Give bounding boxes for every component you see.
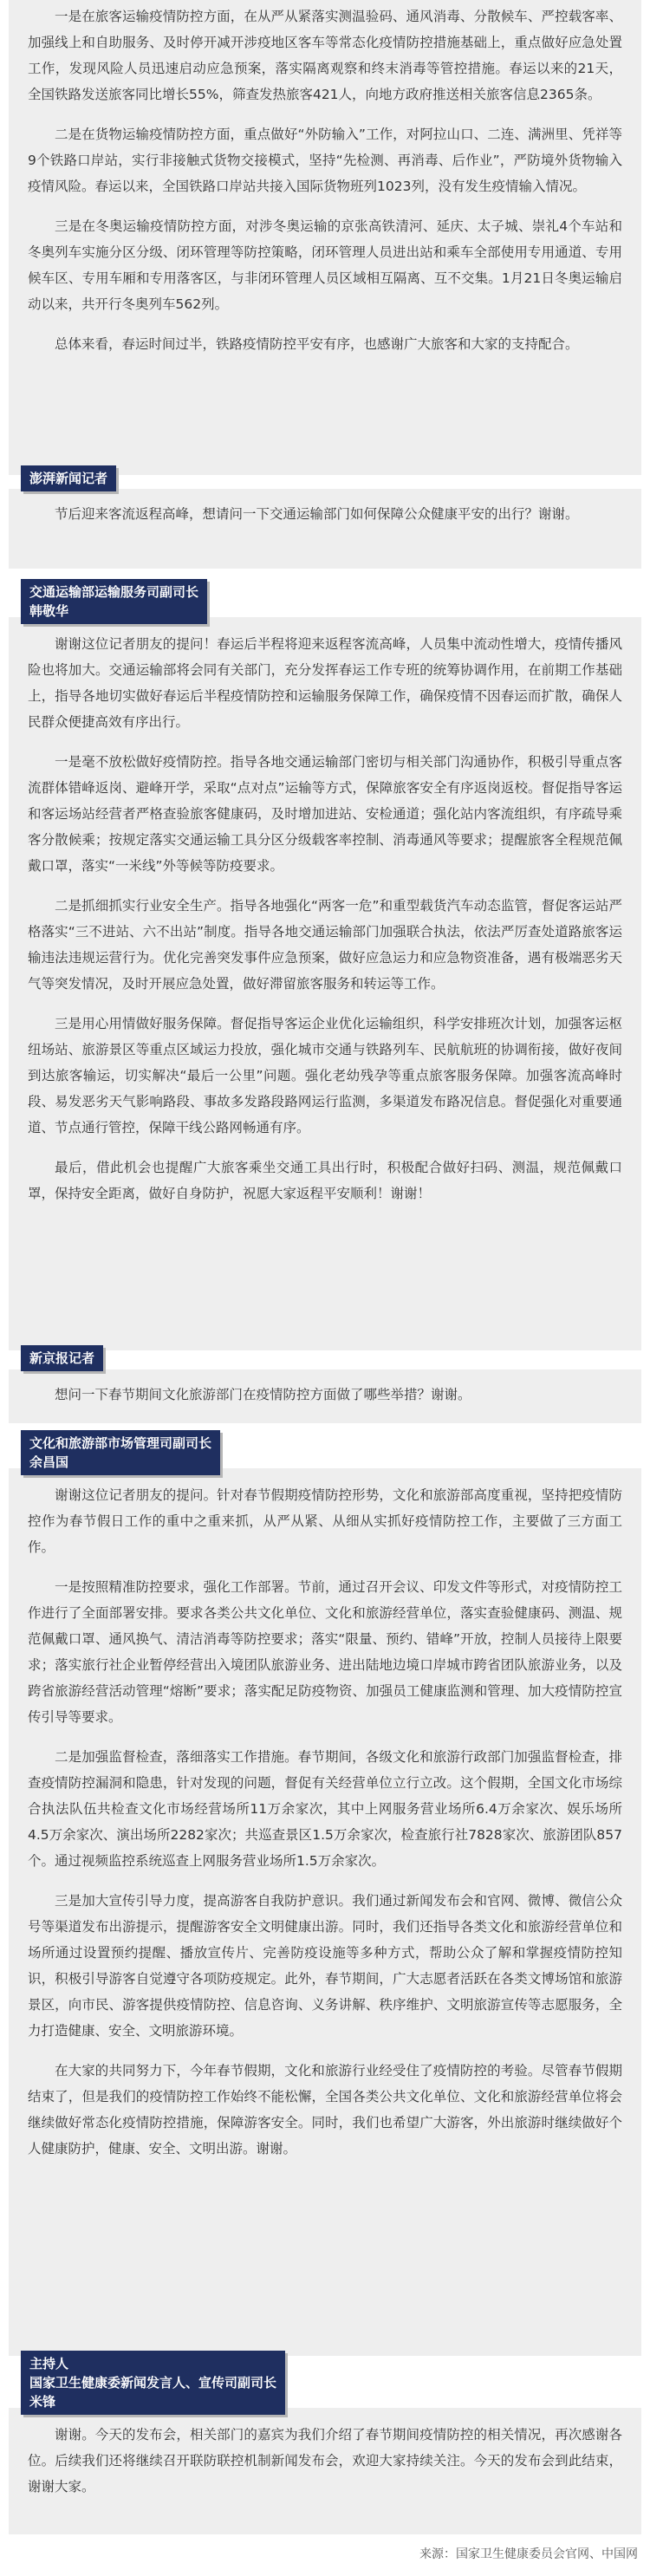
question-block-2: [9, 1369, 641, 1423]
speaker-tag-han-jinghua: [21, 579, 207, 624]
speaker-name: 韩敬华: [29, 603, 69, 619]
speaker-title: 国家卫生健康委新闻发言人、宣传司副司长: [29, 2375, 277, 2391]
question-block-1: [9, 489, 641, 569]
paragraph: 一是在旅客运输疫情防控方面，在从严从紧落实测温验码、通风消毒、分散候车、严控载客率、加强线上和自助服务、及时停开减开涉疫地区客车等常态化疫情防控措施基础上，重点做好应急处置工作，发现风险人员迅速启动应急预案，落实隔离观察和终末消毒等管控措施。春运以来的21天，全国铁路发送旅客同比增长55%，筛查发热旅客421人，向地方政府推送相关旅客信息2365条。: [28, 9, 622, 102]
speaker-tag-thepaper: [21, 465, 116, 491]
answer-block-2: [9, 1468, 641, 2356]
answer-block-1: [9, 617, 641, 1350]
question-text: 节后迎来客流返程高峰，想请问一下交通运输部门如何保障公众健康平安的出行？谢谢。: [55, 506, 579, 522]
speaker-name: 澎湃新闻记者: [29, 471, 108, 486]
speaker-name: 新京报记者: [29, 1350, 95, 1366]
paragraph: 在大家的共同努力下，今年春节假期，文化和旅游行业经受住了疫情防控的考验。尽管春节假期结束了，但是我们的疫情防控工作始终不能松懈，全国各类公共文化单位、文化和旅游经营单位将会继续做好常态化疫情防控措施，保障游客安全。同时，我们也希望广大游客，外出旅游时继续做好个人健康防护，健康、安全、文明出游。谢谢。: [28, 2063, 622, 2156]
paragraph: 二是抓细抓实行业安全生产。指导各地强化“两客一危”和重型载货汽车动态监管，督促客运站严格落实“三不进站、六不出站”制度。指导各地交通运输部门加强联合执法，依法严厉查处道路旅客运输违法违规运营行为。优化完善突发事件应急预案，做好应急运力和应急物资准备，遇有极端恶劣天气等突发情况，及时开展应急处置，做好滞留旅客服务和转运等工作。: [28, 898, 622, 992]
paragraph: 谢谢这位记者朋友的提问！春运后半程将迎来返程客流高峰，人员集中流动性增大，疫情传播风险也将加大。交通运输部将会同有关部门，充分发挥春运工作专班的统筹协调作用，在前期工作基础上，指导各地切实做好春运后半程疫情防控和运输服务保障工作，确保疫情不因春运而扩散，确保人民群众便捷高效有序出行。: [28, 636, 622, 730]
paragraph: 三是在冬奥运输疫情防控方面，对涉冬奥运输的京张高铁清河、延庆、太子城、崇礼4个车站和冬奥列车实施分区分级、闭环管理等防控策略，闭环管理人员进出站和乘车全部使用专用通道、专用候车区、专用车厢和专用落客区，与非闭环管理人员区域相互隔离、互不交集。1月21日冬奥运输启动以来，共开行冬奥列车562列。: [28, 218, 622, 312]
speaker-tag-host: [21, 2351, 285, 2415]
paragraph: 三是用心用情做好服务保障。督促指导客运企业优化运输组织，科学安排班次计划，加强客运枢纽场站、旅游景区等重点区域运力投放，强化城市交通与铁路列车、民航航班的协调衔接，做好夜间到达旅客输运，切实解决“最后一公里”问题。强化老幼残孕等重点旅客服务保障。加强客流高峰时段、易发恶劣天气影响路段、事故多发路段路网运行监测，多渠道发布路况信息。督促强化对重要通道、节点通行管控，保障干线公路网畅通有序。: [28, 1016, 622, 1135]
source-credit: 来源：国家卫生健康委员会官网、中国网: [419, 2547, 638, 2561]
paragraph: 二是在货物运输疫情防控方面，重点做好“外防输入”工作，对阿拉山口、二连、满洲里、凭祥等9个铁路口岸站，实行非接触式货物交接模式，坚持“先检测、再消毒、后作业”，严防境外货物输入疫情风险。春运以来，全国铁路口岸站共接入国际货物班列1023列，没有发生疫情输入情况。: [28, 127, 622, 194]
paragraph: 最后，借此机会也提醒广大旅客乘坐交通工具出行时，积极配合做好扫码、测温，规范佩戴口罩，保持安全距离，做好自身防护，祝愿大家返程平安顺利！谢谢！: [28, 1160, 622, 1201]
closing-block: [9, 2408, 641, 2534]
question-text: 想问一下春节期间文化旅游部门在疫情防控方面做了哪些举措？谢谢。: [55, 1387, 471, 1402]
paragraph: 谢谢这位记者朋友的提问。针对春节假期疫情防控形势，文化和旅游部高度重视，坚持把疫情防控作为春节假日工作的重中之重来抓，从严从紧、从细从实抓好疫情防控工作，主要做了三方面工作。: [28, 1487, 622, 1555]
speaker-title: 文化和旅游部市场管理司副司长: [29, 1435, 212, 1451]
speaker-title: 交通运输部运输服务司副司长: [29, 584, 199, 600]
paragraph: 一是按照精准防控要求，强化工作部署。节前，通过召开会议、印发文件等形式，对疫情防控工作进行了全面部署安排。要求各类公共文化单位、文化和旅游经营单位，落实查验健康码、测温、规范佩戴口罩、通风换气、清洁消毒等防控要求；落实“限量、预约、错峰”开放，控制人员接待上限要求；落实旅行社企业暂停经营出入境团队旅游业务、进出陆地边境口岸城市跨省团队旅游业务，以及跨省旅游经营活动管理“熔断”要求；落实配足防疫物资、加强员工健康监测和管理、加大疫情防控宣传引导等要求。: [28, 1579, 622, 1725]
speaker-name: 余昌国: [29, 1454, 69, 1470]
railway-answer-block: [9, 0, 641, 475]
paragraph: 二是加强监督检查，落细落实工作措施。春节期间，各级文化和旅游行政部门加强监督检查，排查疫情防控漏洞和隐患，针对发现的问题，督促有关经营单位立行立改。这个假期，全国文化市场综合执法队伍共检查文化市场经营场所11万余家次，其中上网服务营业场所6.4万余家次、娱乐场所4.5万余家次、演出场所2282家次；共巡查景区1.5万余家次，检查旅行社7828家次、旅游团队857个。通过视频监控系统巡查上网服务营业场所1.5万余家次。: [28, 1749, 622, 1869]
speaker-name: 米锋: [29, 2394, 56, 2410]
speaker-tag-bjnews: [21, 1345, 103, 1371]
paragraph: 总体来看，春运时间过半，铁路疫情防控平安有序，也感谢广大旅客和大家的支持配合。: [55, 336, 579, 352]
paragraph: 谢谢。今天的发布会，相关部门的嘉宾为我们介绍了春节期间疫情防控的相关情况，再次感谢各位。后续我们还将继续召开联防联控机制新闻发布会，欢迎大家持续关注。今天的发布会到此结束，谢谢大家。: [28, 2427, 622, 2495]
speaker-role: 主持人: [29, 2356, 69, 2371]
paragraph: 一是毫不放松做好疫情防控。指导各地交通运输部门密切与相关部门沟通协作，积极引导重点客流群体错峰返岗、避峰开学，采取“点对点”运输等方式，保障旅客安全有序返岗返校。督促指导客运和客运场站经营者严格查验旅客健康码，及时增加进站、安检通道；强化站内客流组织，有序疏导乘客分散候乘；按规定落实交通运输工具分区分级载客率控制、消毒通风等要求；提醒旅客全程规范佩戴口罩，落实“一米线”外等候等防疫要求。: [28, 754, 622, 874]
speaker-tag-yu-changguo: [21, 1430, 220, 1475]
paragraph: 三是加大宣传引导力度，提高游客自我防护意识。我们通过新闻发布会和官网、微博、微信公众号等渠道发布出游提示，提醒游客安全文明健康出游。同时，我们还指导各类文化和旅游经营单位和场所通过设置预约提醒、播放宣传片、完善防疫设施等多种方式，帮助公众了解和掌握疫情防控知识，积极引导游客自觉遵守各项防疫规定。此外，春节期间，广大志愿者活跃在各类文博场馆和旅游景区，向市民、游客提供疫情防控、信息咨询、义务讲解、秩序维护、文明旅游宣传等志愿服务，全力打造健康、安全、文明旅游环境。: [28, 1893, 622, 2039]
